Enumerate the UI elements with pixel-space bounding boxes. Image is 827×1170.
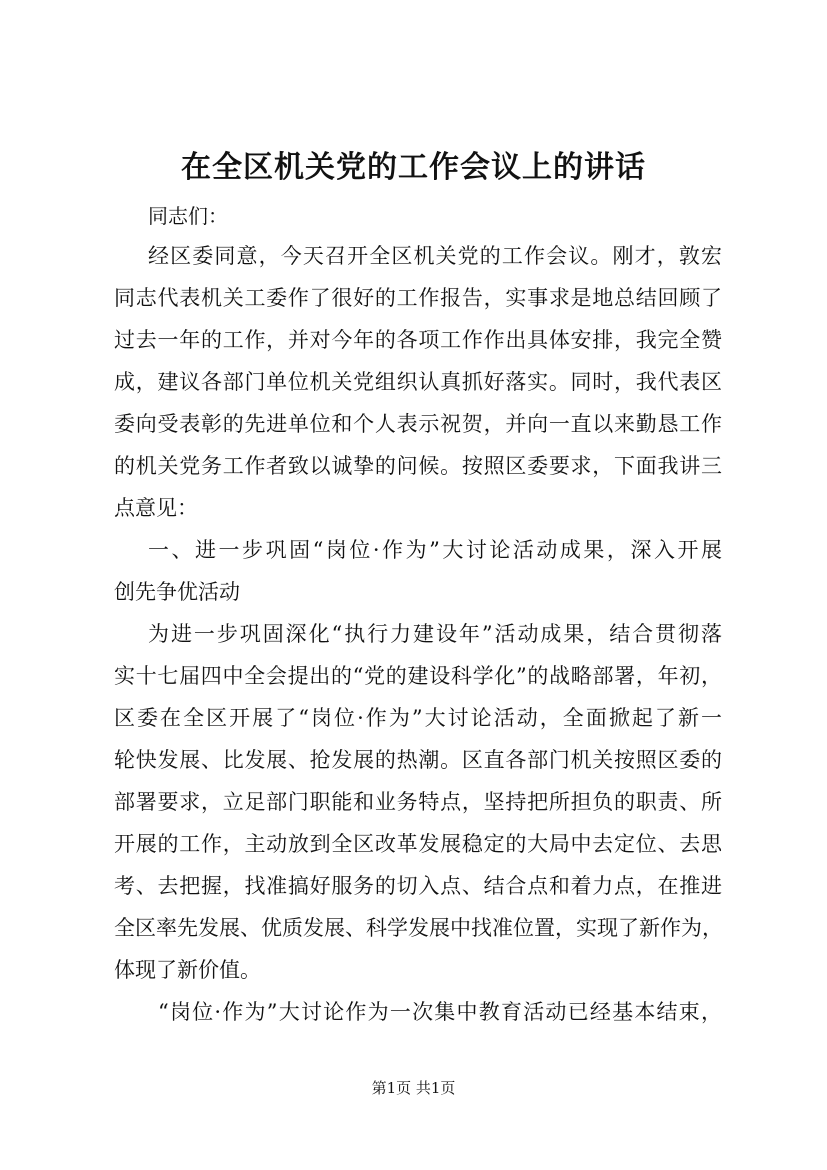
body-line: 考、去把握，找准搞好服务的切入点、结合点和着力点，在推进 bbox=[114, 874, 722, 898]
body-line: 区委在全区开展了“岗位·作为”大讨论活动，全面掀起了新一 bbox=[114, 706, 722, 730]
section-heading-line: 创先争优活动 bbox=[114, 580, 240, 604]
body-line: 轮快发展、比发展、抢发展的热潮。区直各部门机关按照区委的 bbox=[114, 748, 722, 772]
body-line: 实十七届四中全会提出的“党的建设科学化”的战略部署，年初， bbox=[114, 664, 722, 688]
body-line: 部署要求，立足部门职能和业务特点，坚持把所担负的职责、所 bbox=[114, 790, 722, 814]
body-line: 经区委同意，今天召开全区机关党的工作会议。刚才，敦宏 bbox=[148, 244, 722, 268]
body-line: 全区率先发展、优质发展、科学发展中找准位置，实现了新作为， bbox=[114, 916, 723, 940]
page-number: 第1页 共1页 bbox=[371, 1079, 456, 1097]
body-line: 为进一步巩固深化“执行力建设年”活动成果，结合贯彻落 bbox=[148, 622, 722, 646]
body-line: 成，建议各部门单位机关党组织认真抓好落实。同时，我代表区 bbox=[114, 370, 722, 394]
body-line: 的机关党务工作者致以诚挚的问候。按照区委要求，下面我讲三 bbox=[114, 454, 722, 478]
document-title: 在全区机关党的工作会议上的讲话 bbox=[181, 150, 646, 185]
body-line: “岗位·作为”大讨论作为一次集中教育活动已经基本结束， bbox=[158, 1000, 722, 1024]
body-line: 体现了新价值。 bbox=[114, 958, 261, 982]
salutation: 同志们： bbox=[148, 204, 228, 228]
section-heading-line: 一、进一步巩固“岗位·作为”大讨论活动成果，深入开展 bbox=[148, 538, 722, 562]
body-line: 过去一年的工作，并对今年的各项工作作出具体安排，我完全赞 bbox=[114, 328, 722, 352]
body-line: 同志代表机关工委作了很好的工作报告，实事求是地总结回顾了 bbox=[114, 286, 722, 310]
body-line: 委向受表彰的先进单位和个人表示祝贺，并向一直以来勤恳工作 bbox=[114, 412, 722, 436]
body-line: 点意见： bbox=[114, 496, 198, 520]
body-line: 开展的工作，主动放到全区改革发展稳定的大局中去定位、去思 bbox=[114, 832, 722, 856]
